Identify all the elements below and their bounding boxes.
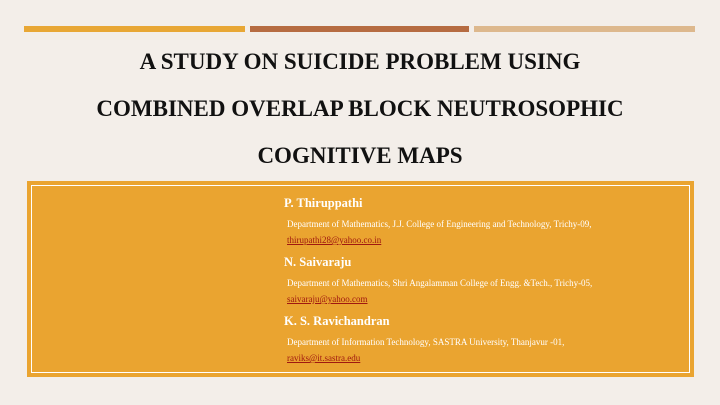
author-block (284, 254, 684, 307)
author-email-link[interactable]: raviks@it.sastra.edu (287, 353, 361, 363)
slide-title (20, 38, 700, 179)
title-line-3: COGNITIVE MAPS (257, 143, 463, 168)
author-block (284, 313, 684, 366)
author-name: P. Thiruppathi (284, 196, 363, 210)
author-email-link[interactable]: thirupathi28@yahoo.co.in (287, 235, 382, 245)
author-block (284, 195, 684, 248)
accent-bar-gold (24, 26, 245, 32)
title-line-1: A STUDY ON SUICIDE PROBLEM USING (139, 49, 581, 74)
author-list (284, 195, 684, 372)
accent-bar-brown (250, 26, 469, 32)
author-affiliation: Department of Information Technology, SASTRA University, Thanjavur -01, (287, 337, 565, 347)
author-email-link[interactable]: saivaraju@yahoo.com (287, 294, 368, 304)
authors-panel (27, 181, 694, 377)
accent-bar-tan (474, 26, 695, 32)
title-line-2: COMBINED OVERLAP BLOCK NEUTROSOPHIC (96, 96, 624, 121)
author-affiliation: Department of Mathematics, J.J. College of Engineering and Technology, Trichy-09, (287, 219, 592, 229)
author-name: K. S. Ravichandran (284, 314, 390, 328)
author-name: N. Saivaraju (284, 255, 352, 269)
author-affiliation: Department of Mathematics, Shri Angalamman College of Engg. &Tech., Trichy-05, (287, 278, 593, 288)
